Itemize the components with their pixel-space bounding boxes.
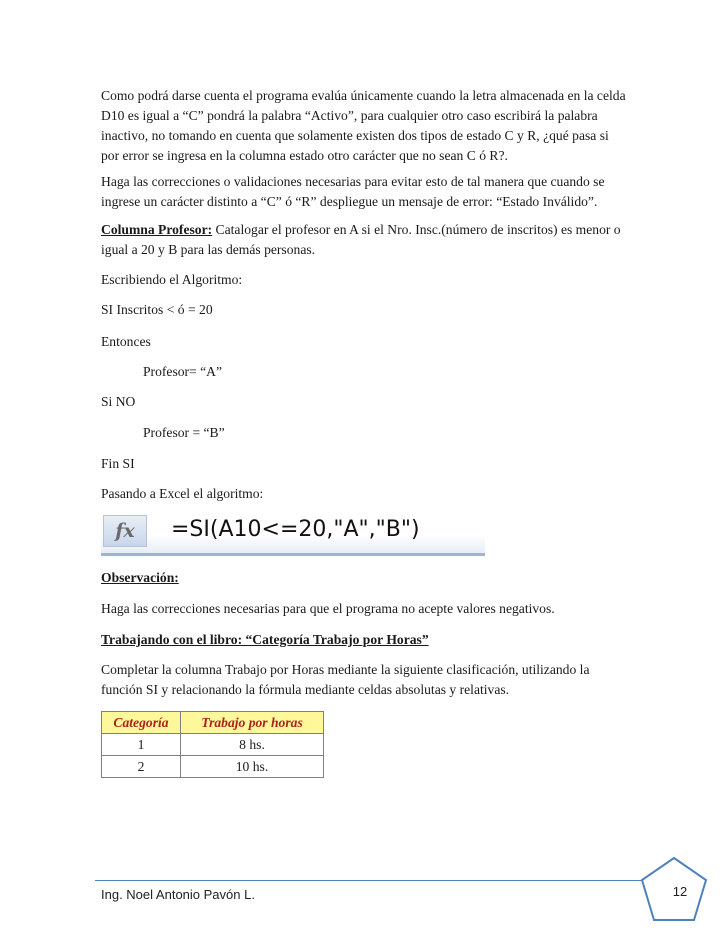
algorithm-line-profesor-b: Profesor = “B”	[143, 425, 225, 440]
fx-label: fx	[115, 520, 135, 542]
columna-profesor-label: Columna Profesor:	[101, 222, 213, 237]
algorithm-line-si: SI Inscritos < ó = 20	[101, 302, 213, 317]
table-header-trabajo: Trabajo por horas	[181, 712, 324, 734]
paragraph-estado-explanation: Como podrá darse cuenta el programa evalúa únicamente cuando la letra almacenada en la celda D10 es igual a “C” pondrá la palabra “Activo”, para cualquier otro caso escribirá la palabra inactivo, no tomando en cuenta que solamente existen dos tipos de estado C y R, ¿qué pasa si por error se ingresa en la columna estado otro carácter que no sean C ó R?.	[101, 88, 626, 163]
algorithm-heading: Escribiendo el Algoritmo:	[101, 272, 243, 287]
table-cell: 1	[102, 734, 181, 756]
table-cell: 2	[102, 756, 181, 778]
table-header-categoria: Categoría	[102, 712, 181, 734]
paragraph-corrections: Haga las correcciones o validaciones necesarias para evitar esto de tal manera que cuando se ingrese un carácter distinto a “C” ó “R” despliegue un mensaje de error: “Estado Inválido”.	[101, 174, 605, 209]
table-cell: 8 hs.	[181, 734, 324, 756]
excel-heading: Pasando a Excel el algoritmo:	[101, 486, 264, 501]
table-row	[102, 734, 324, 756]
formula-text: =SI(A10<=20,"A","B")	[171, 517, 420, 542]
page-number: 12	[672, 884, 688, 899]
algorithm-line-sino: Si NO	[101, 394, 136, 409]
observacion-heading: Observación:	[101, 570, 179, 585]
algorithm-line-finsi: Fin SI	[101, 456, 135, 471]
algorithm-line-entonces: Entonces	[101, 334, 151, 349]
excel-formula-bar	[101, 513, 485, 556]
table-row	[102, 756, 324, 778]
footer-author: Ing. Noel Antonio Pavón L.	[101, 887, 255, 902]
paragraph-negative-values: Haga las correcciones necesarias para que el programa no acepte valores negativos.	[101, 601, 555, 616]
footer-divider	[95, 880, 690, 881]
table-header-row	[102, 712, 324, 734]
categoria-table	[101, 711, 324, 778]
book-heading: Trabajando con el libro: “Categoría Trabajo por Horas”	[101, 632, 429, 647]
columna-profesor-text: Catalogar el profesor en A si el Nro. Insc.(número de inscritos) es menor o igual a 20 y B para las demás personas.	[101, 222, 621, 257]
table-cell: 10 hs.	[181, 756, 324, 778]
paragraph-instructions: Completar la columna Trabajo por Horas mediante la siguiente clasificación, utilizando la función SI y relacionando la fórmula mediante celdas absolutas y relativas.	[101, 662, 590, 697]
algorithm-line-profesor-a: Profesor= “A”	[143, 364, 223, 379]
paragraph-columna-profesor	[101, 220, 629, 260]
fx-icon	[103, 515, 147, 547]
